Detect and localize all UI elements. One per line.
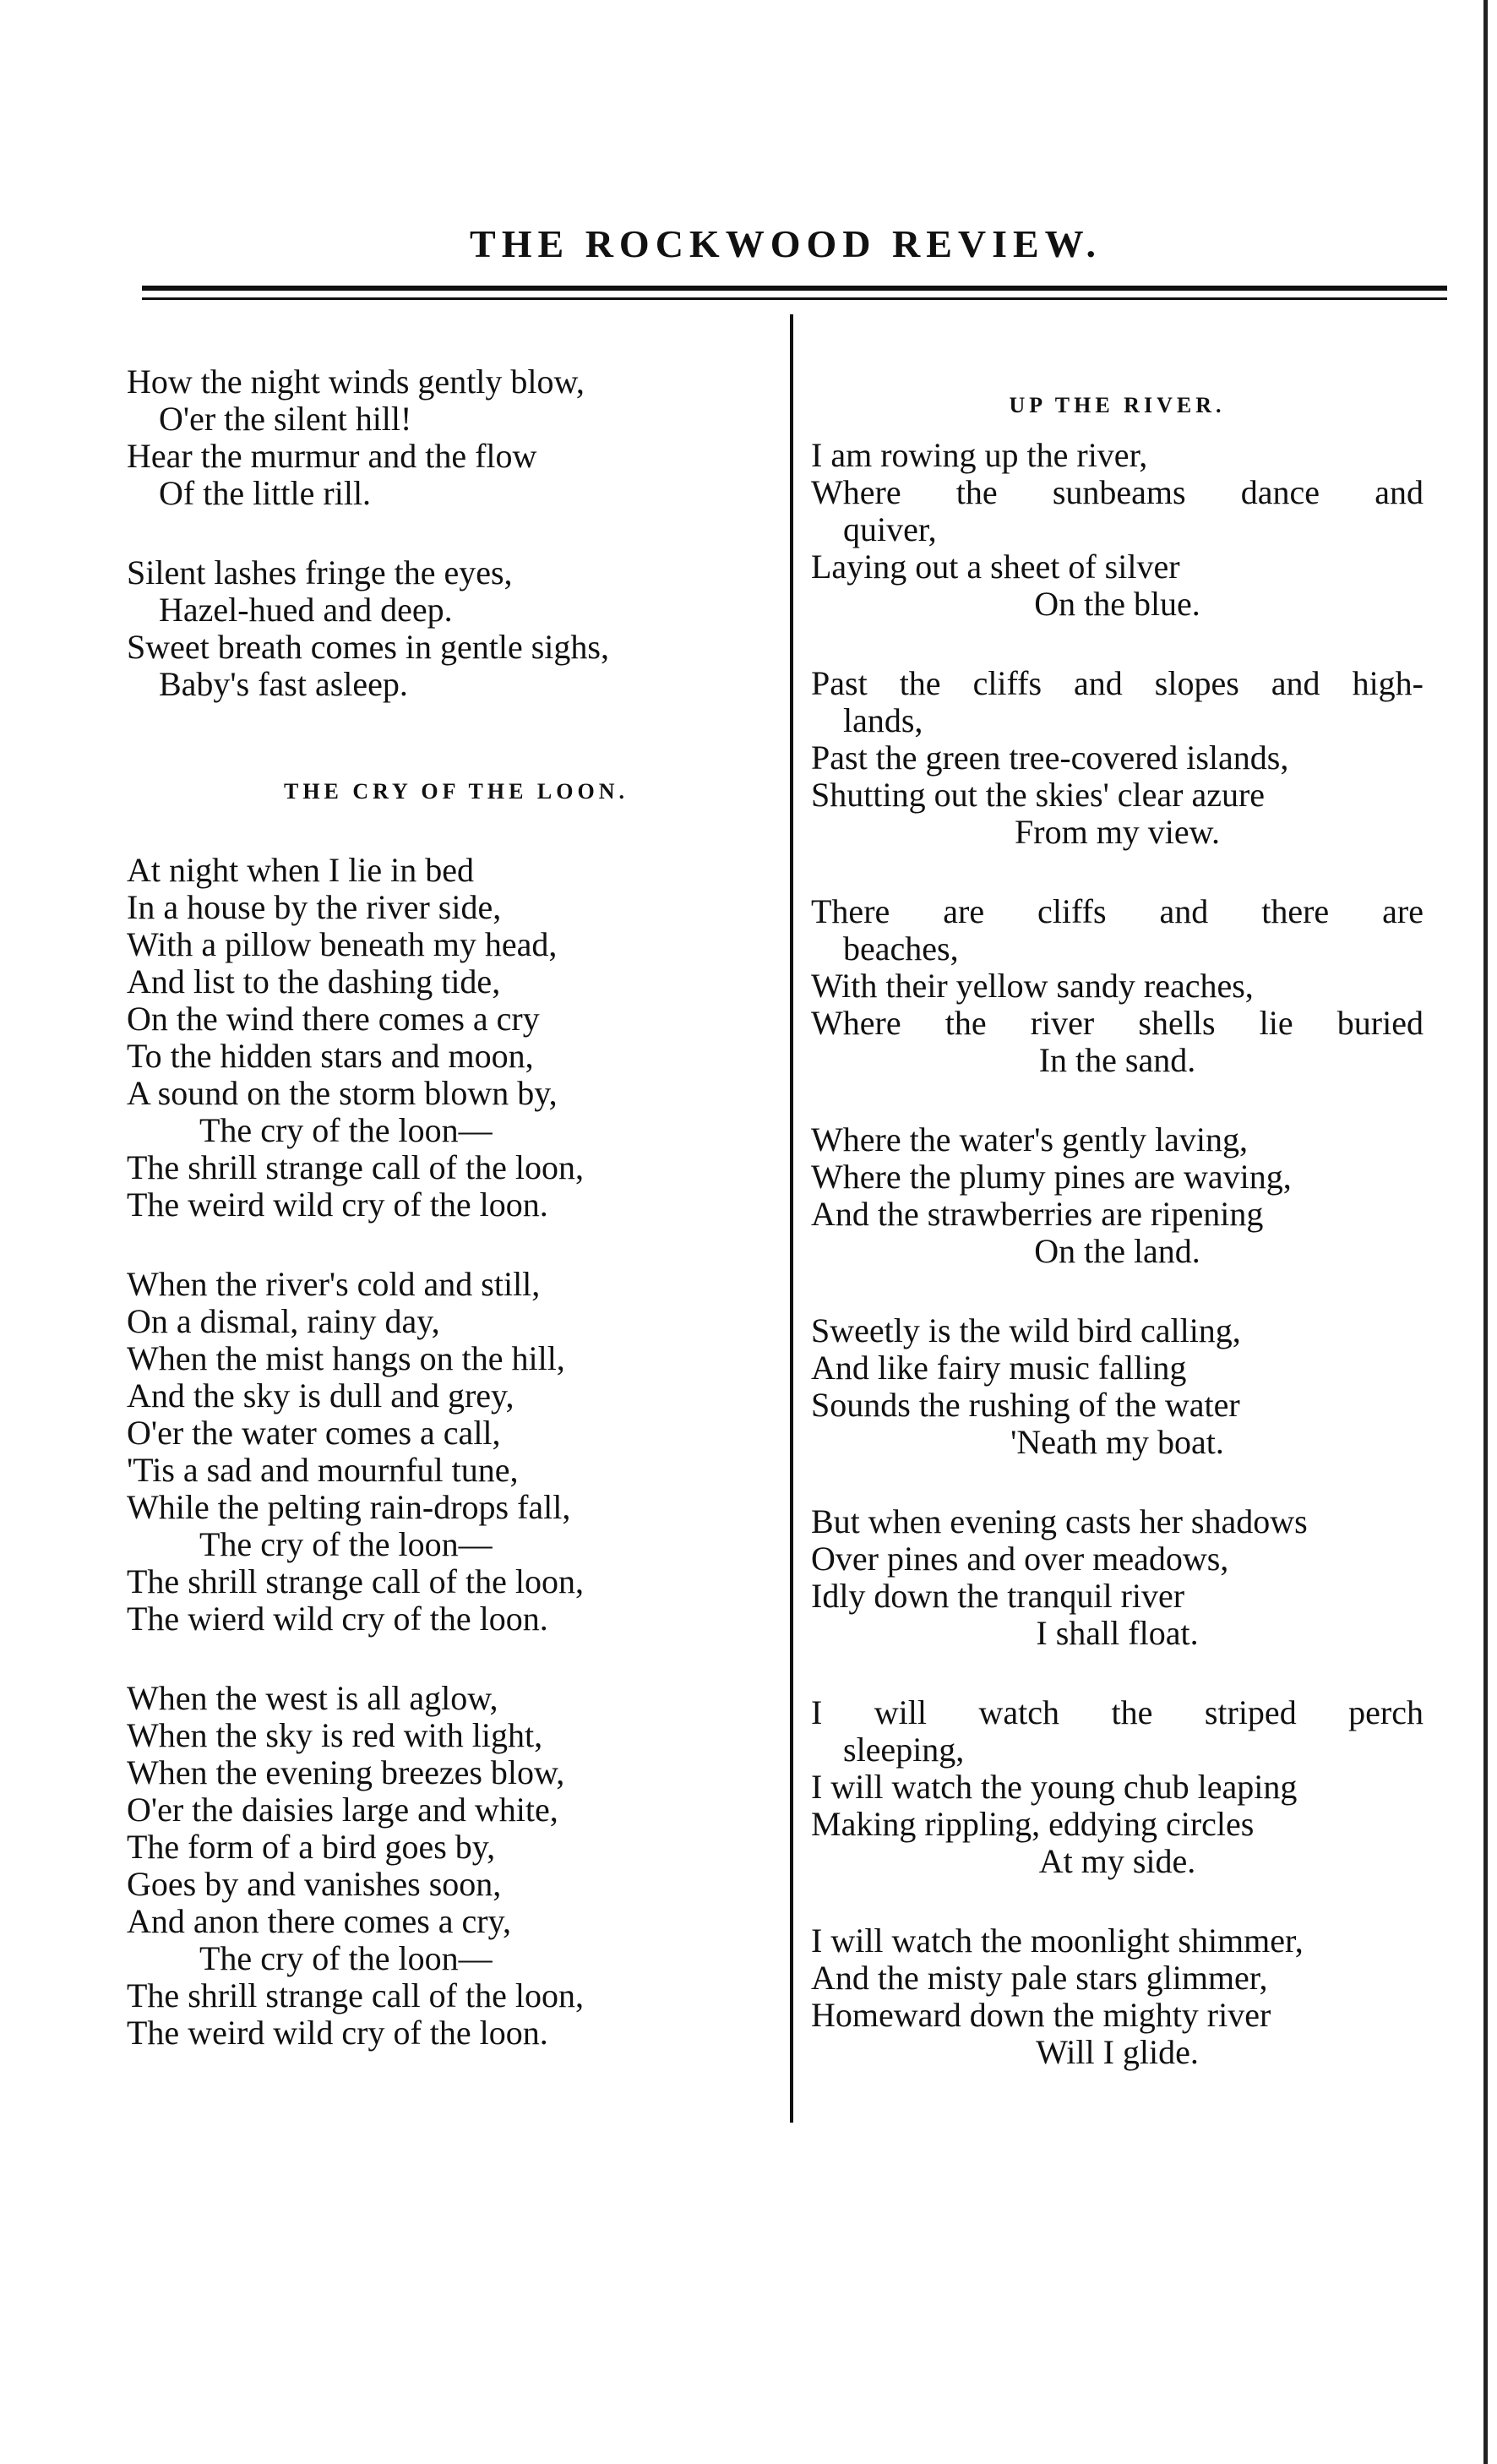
poem-line: The weird wild cry of the loon.: [127, 2014, 548, 2052]
poem-line: Homeward down the mighty river: [811, 1996, 1271, 2034]
poem-line: In the sand.: [1038, 1041, 1196, 1079]
poem-line: When the sky is red with light,: [127, 1716, 543, 1754]
poem-line: The form of a bird goes by,: [127, 1828, 496, 1866]
poem-line: And like fairy music falling: [811, 1349, 1187, 1387]
poem-line: I will watch the moonlight shimmer,: [811, 1922, 1304, 1960]
poem-line: Sweetly is the wild bird calling,: [811, 1311, 1241, 1349]
header-rule-thick: [142, 286, 1447, 291]
poem-line: How the night winds gently blow,: [127, 363, 585, 401]
page-header: THE ROCKWOOD REVIEW.: [470, 222, 1102, 265]
poem-line: I shall float.: [1036, 1614, 1199, 1652]
poem-line: On a dismal, rainy day,: [127, 1302, 440, 1340]
poem-line: Where the water's gently laving,: [811, 1120, 1249, 1158]
river-stanza-7: [811, 1694, 1424, 1880]
poem-line: Silent lashes fringe the eyes,: [127, 553, 513, 591]
poem-line: With a pillow beneath my head,: [127, 925, 558, 963]
poem-line: The weird wild cry of the loon.: [127, 1186, 548, 1224]
river-stanza-8: [811, 1922, 1424, 2071]
poem-line: The cry of the loon—: [199, 1939, 493, 1977]
poem-line: On the blue.: [1034, 585, 1200, 623]
poem-line: Laying out a sheet of silver: [811, 548, 1180, 586]
river-stanza-6: [811, 1503, 1424, 1652]
poem-line: I will watch the young chub leaping: [811, 1768, 1298, 1806]
poem-line: At night when I lie in bed: [127, 851, 475, 889]
poem-line: On the land.: [1034, 1232, 1200, 1270]
poem-line: And the misty pale stars glimmer,: [811, 1959, 1268, 1997]
poem-line: 'Neath my boat.: [1010, 1423, 1224, 1461]
poem-line: The shrill strange call of the loon,: [127, 1148, 584, 1186]
poem-line: But when evening casts her shadows: [811, 1502, 1308, 1540]
poem-line: Baby's fast asleep.: [159, 665, 408, 703]
poem-line: And the sky is dull and grey,: [127, 1376, 514, 1415]
poem-line: Past the cliffs and slopes and high-: [811, 664, 1424, 702]
poem-line: Sweet breath comes in gentle sighs,: [127, 628, 609, 666]
poem-line: And list to the dashing tide,: [127, 962, 501, 1000]
poem-line: O'er the silent hill!: [159, 400, 412, 438]
poem-line: Of the little rill.: [159, 474, 372, 512]
poem-line: I will watch the striped perch: [811, 1693, 1424, 1731]
poem-line: The shrill strange call of the loon,: [127, 1562, 584, 1600]
poem-line: Will I glide.: [1036, 2033, 1199, 2071]
column-divider: [790, 314, 793, 2123]
header-rule-thin: [142, 297, 1447, 300]
poem-line: Hazel-hued and deep.: [159, 591, 453, 629]
left-column: [127, 363, 769, 2094]
poem-line: Past the green tree-covered islands,: [811, 739, 1289, 777]
poem-line: O'er the daisies large and white,: [127, 1791, 558, 1829]
loon-stanza-1: [127, 852, 769, 1224]
poem-line: Idly down the tranquil river: [811, 1577, 1185, 1615]
river-stanza-1: [811, 437, 1424, 623]
river-stanza-3: [811, 893, 1424, 1079]
poem-line: Sounds the rushing of the water: [811, 1386, 1240, 1424]
poem-line: quiver,: [843, 510, 937, 548]
river-stanza-2: [811, 665, 1424, 851]
poem-line: The wierd wild cry of the loon.: [127, 1600, 548, 1638]
poem-line: 'Tis a sad and mournful tune,: [127, 1451, 519, 1489]
poem-line: Over pines and over meadows,: [811, 1540, 1229, 1578]
poem-line: The cry of the loon—: [199, 1525, 493, 1563]
poem-line: Goes by and vanishes soon,: [127, 1865, 502, 1903]
poem-line: Where the sunbeams dance and: [811, 473, 1424, 511]
loon-stanza-2: [127, 1266, 769, 1638]
poem-line: When the evening breezes blow,: [127, 1753, 565, 1791]
intro-stanza-1: [127, 363, 769, 512]
poem-line: I am rowing up the river,: [811, 436, 1148, 474]
intro-stanza-2: [127, 554, 769, 703]
poem-line: O'er the water comes a call,: [127, 1414, 501, 1452]
poem-line: lands,: [843, 701, 923, 739]
poem-line: The cry of the loon—: [199, 1111, 493, 1149]
poem-title-loon: THE CRY OF THE LOON.: [283, 779, 629, 804]
poem-line: When the mist hangs on the hill,: [127, 1339, 565, 1377]
poem-line: At my side.: [1038, 1842, 1196, 1880]
poem-line: On the wind there comes a cry: [127, 1000, 540, 1038]
poem-line: When the west is all aglow,: [127, 1679, 498, 1717]
poem-line: And anon there comes a cry,: [127, 1902, 511, 1940]
loon-stanza-3: [127, 1680, 769, 2052]
poem-line: In a house by the river side,: [127, 888, 502, 926]
poem-line: The shrill strange call of the loon,: [127, 1976, 584, 2014]
poem-line: From my view.: [1015, 813, 1220, 851]
poem-line: Where the plumy pines are waving,: [811, 1158, 1292, 1196]
poem-line: There are cliffs and there are: [811, 892, 1424, 930]
river-stanza-4: [811, 1121, 1424, 1270]
poem-line: To the hidden stars and moon,: [127, 1037, 534, 1075]
right-column: [811, 393, 1424, 2113]
page-edge-rule: [1483, 0, 1488, 2464]
poem-title-river: UP THE RIVER.: [1009, 393, 1226, 417]
poem-line: beaches,: [843, 929, 959, 968]
poem-line: Making rippling, eddying circles: [811, 1805, 1255, 1843]
poem-line: When the river's cold and still,: [127, 1265, 541, 1303]
poem-line: And the strawberries are ripening: [811, 1195, 1264, 1233]
poem-line: A sound on the storm blown by,: [127, 1074, 558, 1112]
poem-line: sleeping,: [843, 1731, 965, 1769]
poem-line: While the pelting rain-drops fall,: [127, 1488, 571, 1526]
poem-line: Shutting out the skies' clear azure: [811, 776, 1266, 814]
poem-line: Hear the murmur and the flow: [127, 437, 537, 475]
poem-line: Where the river shells lie buried: [811, 1004, 1424, 1042]
river-stanza-5: [811, 1312, 1424, 1461]
poem-line: With their yellow sandy reaches,: [811, 967, 1254, 1005]
